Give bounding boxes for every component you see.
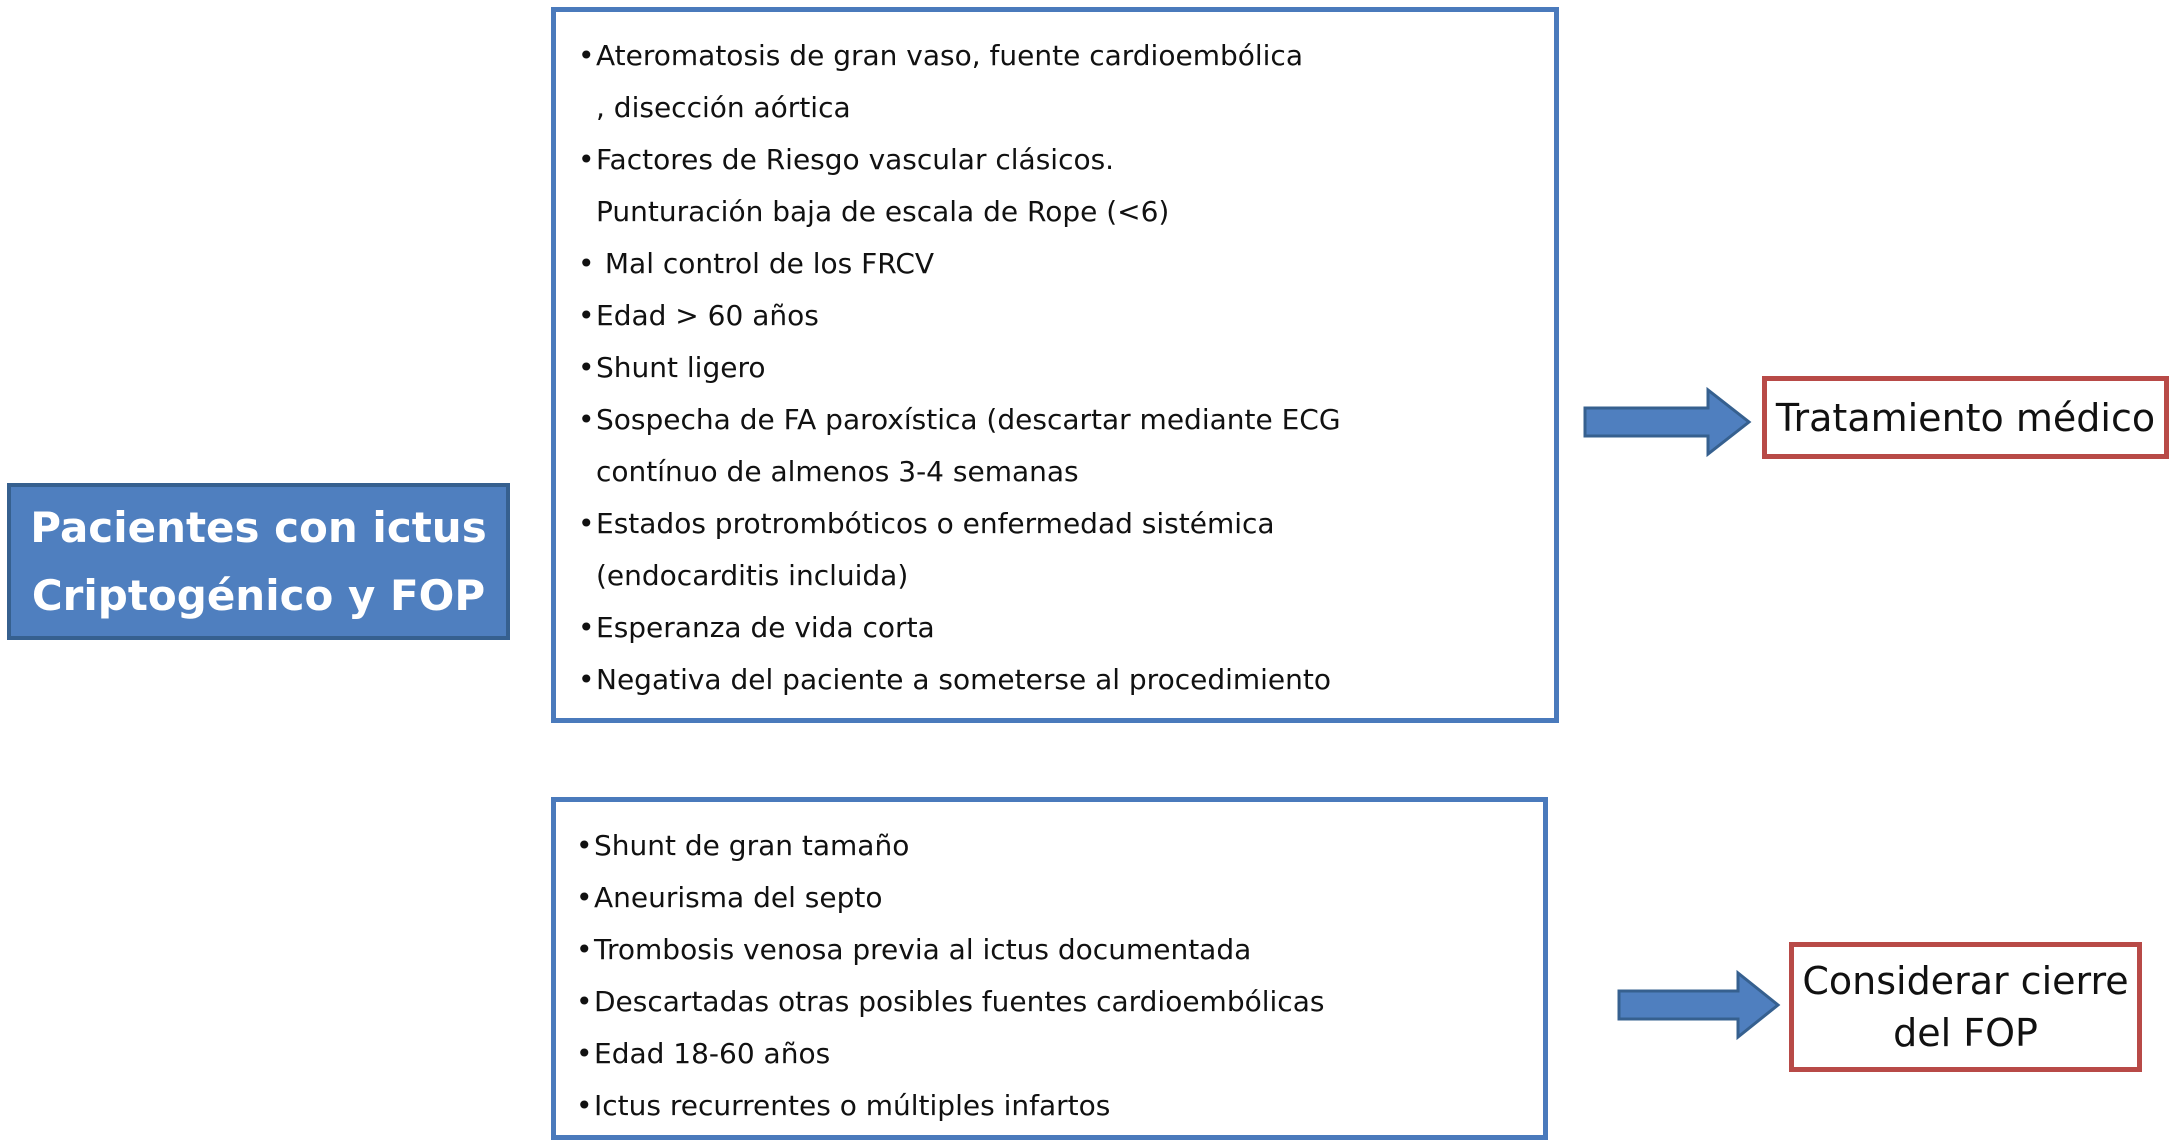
criteria-item-text: Trombosis venosa previa al ictus documentada bbox=[594, 933, 1252, 966]
outcome-closure-line-2: del FOP bbox=[1893, 1011, 2038, 1055]
criteria-item-text: Ateromatosis de gran vaso, fuente cardioembólica bbox=[596, 39, 1303, 72]
bullet-glyph: • bbox=[578, 39, 595, 72]
bullet-glyph: • bbox=[578, 663, 595, 696]
outcome-medical-treatment bbox=[1762, 376, 2169, 459]
criteria-item bbox=[576, 976, 1543, 1028]
arrow-to-medical-treatment bbox=[1582, 386, 1752, 458]
criteria-item bbox=[576, 1028, 1543, 1080]
criteria-item-text: Factores de Riesgo vascular clásicos. bbox=[596, 143, 1115, 176]
criteria-item bbox=[576, 1080, 1543, 1132]
outcome-consider-closure bbox=[1789, 942, 2142, 1072]
criteria-item bbox=[578, 238, 1554, 290]
bullet-glyph: • bbox=[578, 403, 595, 436]
medical-criteria-list bbox=[578, 30, 1554, 706]
criteria-item-text: Shunt ligero bbox=[596, 351, 766, 384]
criteria-item bbox=[578, 290, 1554, 342]
criteria-item bbox=[578, 30, 1554, 134]
criteria-item bbox=[578, 394, 1554, 498]
criteria-item bbox=[576, 872, 1543, 924]
criteria-item bbox=[578, 602, 1554, 654]
criteria-item bbox=[578, 498, 1554, 602]
criteria-item-text: Descartadas otras posibles fuentes cardioembólicas bbox=[594, 985, 1325, 1018]
criteria-item-text: Shunt de gran tamaño bbox=[594, 829, 910, 862]
criteria-item-text: Negativa del paciente a someterse al procedimiento bbox=[596, 663, 1332, 696]
bullet-glyph: • bbox=[578, 507, 595, 540]
criteria-item bbox=[576, 924, 1543, 976]
bullet-glyph: • bbox=[578, 143, 595, 176]
bullet-glyph: • bbox=[578, 299, 595, 332]
closure-criteria-box bbox=[551, 797, 1548, 1140]
criteria-item bbox=[576, 820, 1543, 872]
criteria-item bbox=[578, 342, 1554, 394]
criteria-item bbox=[578, 654, 1554, 706]
bullet-glyph: • bbox=[578, 611, 595, 644]
criteria-item-text: Mal control de los FRCV bbox=[596, 247, 935, 280]
criteria-item-text: Punturación baja de escala de Rope (<6) bbox=[596, 195, 1170, 228]
outcome-closure-line-1: Considerar cierre bbox=[1802, 959, 2129, 1003]
outcome-medical-label: Tratamiento médico bbox=[1775, 395, 2156, 440]
criteria-item bbox=[578, 134, 1554, 238]
start-node-cryptogenic-stroke bbox=[7, 483, 510, 640]
criteria-item-text: , disección aórtica bbox=[596, 91, 851, 124]
criteria-item-text: Sospecha de FA paroxística (descartar mediante ECG bbox=[596, 403, 1341, 436]
bullet-glyph: • bbox=[578, 247, 595, 280]
criteria-item-text: Esperanza de vida corta bbox=[596, 611, 935, 644]
criteria-item-text: Edad 18-60 años bbox=[594, 1037, 831, 1070]
bullet-glyph: • bbox=[576, 1089, 593, 1122]
bullet-glyph: • bbox=[576, 829, 593, 862]
bullet-glyph: • bbox=[576, 881, 593, 914]
medical-treatment-criteria-box bbox=[551, 7, 1559, 723]
bullet-glyph: • bbox=[576, 933, 593, 966]
criteria-item-text: Aneurisma del septo bbox=[594, 881, 883, 914]
criteria-item-text: contínuo de almenos 3-4 semanas bbox=[596, 455, 1079, 488]
criteria-item-text: Edad > 60 años bbox=[596, 299, 819, 332]
criteria-item-text: Estados protrombóticos o enfermedad sistémica bbox=[596, 507, 1275, 540]
bullet-glyph: • bbox=[578, 351, 595, 384]
criteria-item-text: (endocarditis incluida) bbox=[596, 559, 909, 592]
closure-criteria-list bbox=[576, 820, 1543, 1132]
arrow-to-closure bbox=[1616, 969, 1781, 1041]
start-node-line-1: Pacientes con ictus bbox=[30, 502, 487, 552]
start-node-line-2: Criptogénico y FOP bbox=[31, 570, 486, 620]
criteria-item-text: Ictus recurrentes o múltiples infartos bbox=[594, 1089, 1111, 1122]
bullet-glyph: • bbox=[576, 1037, 593, 1070]
bullet-glyph: • bbox=[576, 985, 593, 1018]
